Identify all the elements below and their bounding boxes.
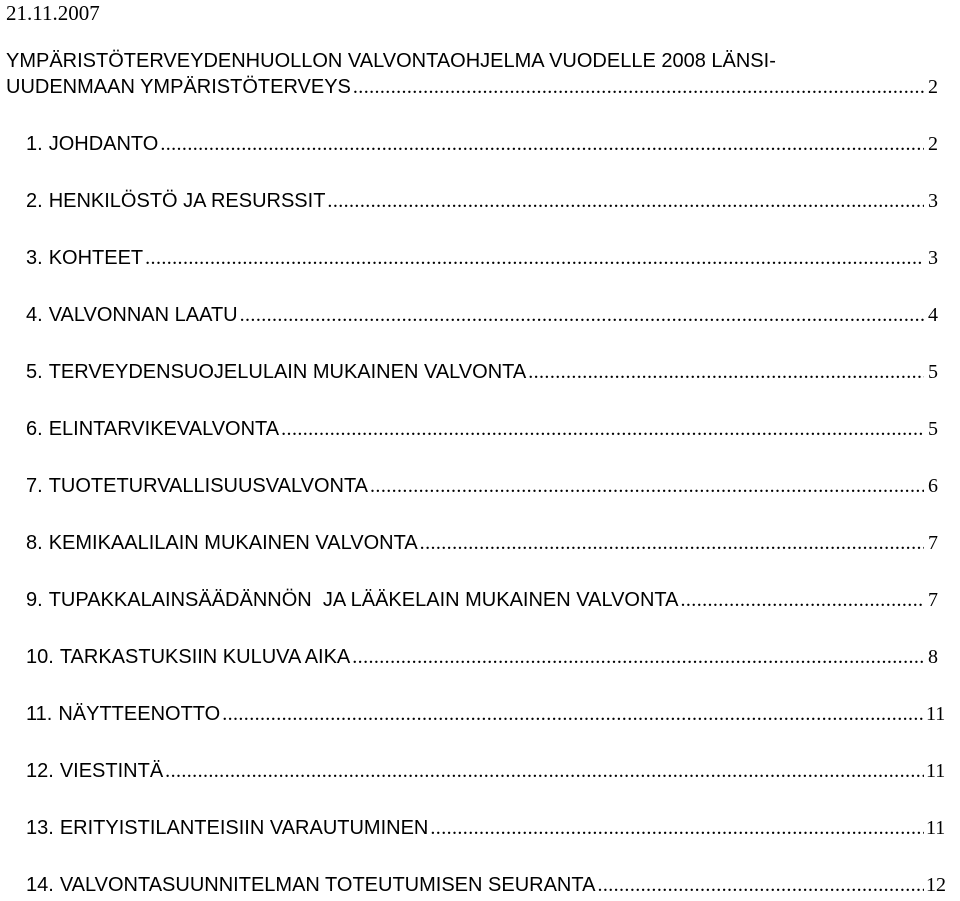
toc-entry-number: 6. — [26, 418, 43, 440]
toc-entry-number: 9. — [26, 589, 43, 611]
toc-entry-label: TERVEYDENSUOJELULAIN MUKAINEN VALVONTA — [48, 361, 527, 383]
toc-page-number: 7 — [928, 532, 938, 554]
toc-entry-number: 13. — [26, 817, 54, 839]
toc-leader-dots — [240, 302, 924, 328]
toc-leader-dots — [165, 758, 924, 784]
toc-leader-dots — [352, 644, 924, 670]
toc-entry-number: 14. — [26, 874, 54, 896]
toc-leader-dots — [370, 473, 924, 499]
toc-entry[interactable] — [6, 644, 938, 670]
toc-entry-label: KEMIKAALILAIN MUKAINEN VALVONTA — [48, 532, 418, 554]
toc-entry[interactable] — [6, 587, 938, 613]
toc-entry-label: TUOTETURVALLISUUSVALVONTA — [48, 475, 369, 497]
toc-entry-label: TUPAKKALAINSÄÄDÄNNÖN JA LÄÄKELAIN MUKAINEN VALVONTA — [48, 589, 679, 611]
toc-entry-number: 2. — [26, 190, 43, 212]
toc-entry[interactable] — [6, 530, 938, 556]
toc-leader-dots — [222, 701, 924, 727]
toc-entry-number: 8. — [26, 532, 43, 554]
toc-leader-dots — [160, 131, 924, 157]
toc-entry-number: 5. — [26, 361, 43, 383]
toc-main-title-line2: UUDENMAAN YMPÄRISTÖTERVEYS — [6, 76, 351, 98]
toc-entry-label: ERITYISTILANTEISIIN VARAUTUMINEN — [59, 817, 429, 839]
toc-page-number: 8 — [928, 646, 938, 668]
toc-leader-dots — [597, 872, 924, 898]
toc-page-number: 7 — [928, 589, 938, 611]
toc-page-number: 5 — [928, 361, 938, 383]
toc-page-number: 11 — [926, 817, 946, 839]
toc-leader-dots — [353, 74, 924, 100]
toc-entry-number: 10. — [26, 646, 54, 668]
toc-entry[interactable] — [6, 701, 946, 727]
toc-entry-number: 1. — [26, 133, 43, 155]
toc-page-number: 12 — [926, 874, 946, 896]
toc-entry[interactable] — [6, 359, 938, 385]
toc-page-number: 5 — [928, 418, 938, 440]
toc-entry-number: 11. — [26, 703, 53, 725]
toc-page-number: 3 — [928, 247, 938, 269]
toc-main-title[interactable] — [6, 48, 938, 100]
toc-leader-dots — [528, 359, 924, 385]
toc-entry-label: ELINTARVIKEVALVONTA — [48, 418, 280, 440]
toc-leader-dots — [145, 245, 924, 271]
toc-entry[interactable] — [6, 815, 946, 841]
toc-entry[interactable] — [6, 416, 938, 442]
toc-entry-number: 12. — [26, 760, 54, 782]
toc-entry[interactable] — [6, 188, 938, 214]
toc-entry-label: HENKILÖSTÖ JA RESURSSIT — [48, 190, 326, 212]
toc-entry[interactable] — [6, 131, 938, 157]
toc-entry-label: TARKASTUKSIIN KULUVA AIKA — [59, 646, 351, 668]
toc-entry[interactable] — [6, 872, 946, 898]
toc-page-number: 2 — [928, 76, 938, 98]
document-date: 21.11.2007 — [6, 1, 100, 25]
toc-entry[interactable] — [6, 758, 946, 784]
toc-leader-dots — [420, 530, 924, 556]
toc-entries — [6, 131, 946, 898]
toc-entry-label: KOHTEET — [48, 247, 144, 269]
toc-main-title-line1: YMPÄRISTÖTERVEYDENHUOLLON VALVONTAOHJELMA VUODELLE 2008 LÄNSI- — [6, 50, 776, 72]
toc-leader-dots — [281, 416, 924, 442]
toc-page-number: 6 — [928, 475, 938, 497]
toc-main-title-line2-row — [6, 74, 938, 100]
toc-entry-label: NÄYTTEENOTTO — [58, 703, 221, 725]
toc-entry[interactable] — [6, 245, 938, 271]
toc-entry-number: 7. — [26, 475, 43, 497]
toc-page-number: 11 — [926, 703, 946, 725]
toc-entry[interactable] — [6, 302, 938, 328]
toc-entry-number: 3. — [26, 247, 43, 269]
toc-entry-label: VALVONTASUUNNITELMAN TOTEUTUMISEN SEURANTA — [59, 874, 596, 896]
toc-page-number: 11 — [926, 760, 946, 782]
toc-leader-dots — [430, 815, 924, 841]
toc-page-number: 2 — [928, 133, 938, 155]
toc-leader-dots — [327, 188, 924, 214]
toc-entry[interactable] — [6, 473, 938, 499]
toc-entry-label: JOHDANTO — [48, 133, 159, 155]
toc-entry-number: 4. — [26, 304, 43, 326]
toc-page-number: 3 — [928, 190, 938, 212]
toc-page-number: 4 — [928, 304, 938, 326]
toc-entry-label: VALVONNAN LAATU — [48, 304, 238, 326]
toc-leader-dots — [681, 587, 925, 613]
toc-entry-label: VIESTINTÄ — [59, 760, 164, 782]
table-of-contents — [6, 48, 946, 898]
